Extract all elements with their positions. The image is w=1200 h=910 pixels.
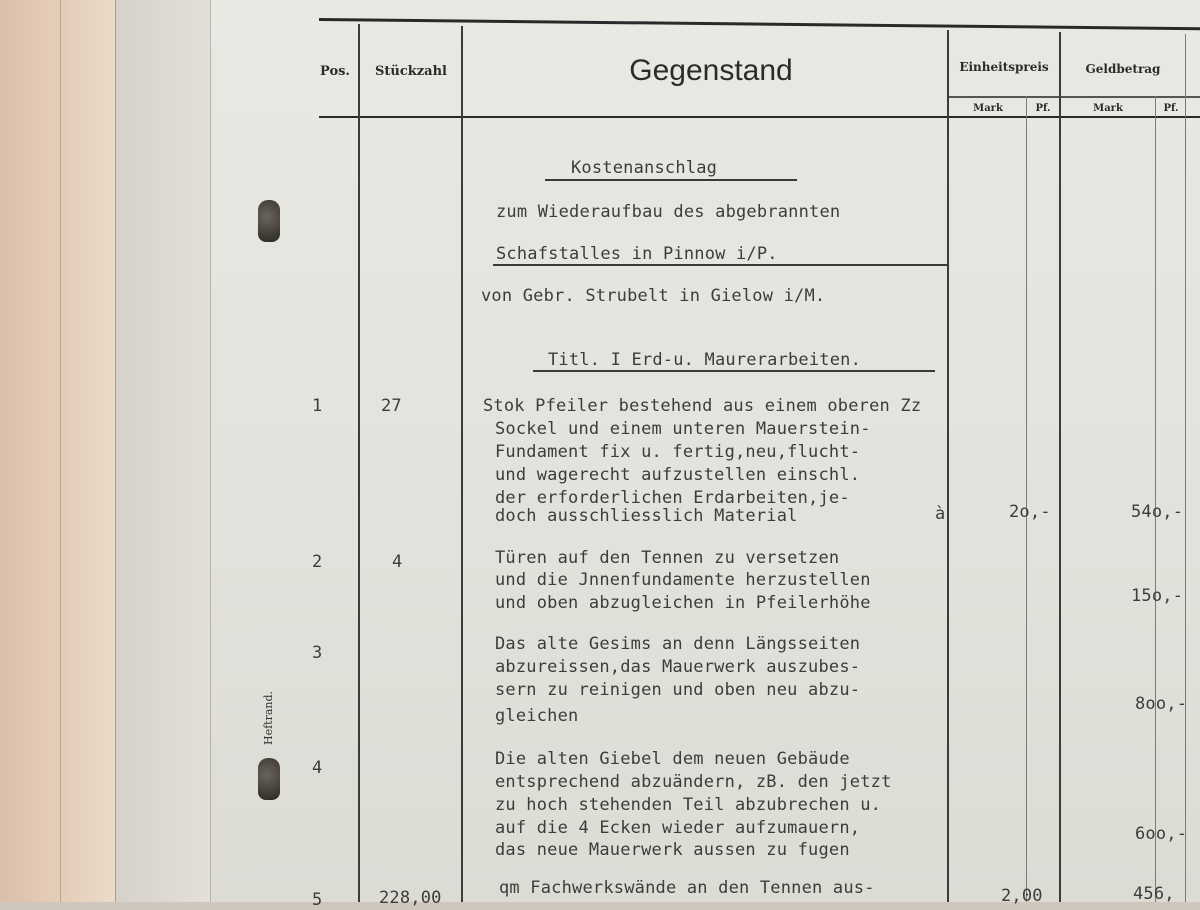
section-title: Titl. I Erd-u. Maurerarbeiten. [548,350,862,370]
header-stueckzahl: Stückzahl [375,64,447,79]
col-line-amount-pf [1155,96,1156,902]
col-line-item [947,30,949,902]
header-gegenstand: Gegenstand [629,54,793,87]
header-top-rule [319,18,1200,30]
row-1-text-6: doch ausschliesslich Material [495,506,798,526]
paper-stack-edge-3 [115,0,211,902]
row-1-text-4: und wagerecht aufzustellen einschl. [495,465,861,485]
row-1-text-2: Sockel und einem unteren Mauerstein- [495,419,871,439]
row-5-qty: 228,00 [379,888,442,908]
row-2-text-2: und die Jnnenfundamente herzustellen [495,570,871,590]
intro-line-2-underline [493,264,947,266]
col-line-qty [461,26,463,902]
intro-line-2: Schafstalles in Pinnow i/P. [496,244,778,264]
col-line-right [1185,34,1186,902]
row-1-text-3: Fundament fix u. fertig,neu,flucht- [495,442,861,462]
paper-stack-edge-2 [60,0,116,902]
row-4-pos: 4 [312,758,323,778]
row-4-text-5: das neue Mauerwerk aussen zu fugen [495,840,850,860]
row-4-text-2: entsprechend abzuändern, zB. den jetzt [495,772,892,792]
row-2-amount: 15o,- [1131,586,1184,606]
row-1-text-1: Stok Pfeiler bestehend aus einem oberen Zz [483,396,922,416]
row-3-text-1: Das alte Gesims an denn Längsseiten [495,634,861,654]
document-page [210,0,1200,910]
document-title: Kostenanschlag [571,158,718,178]
row-2-qty: 4 [392,552,403,572]
binder-pin-top [258,200,280,242]
row-3-text-3: sern zu reinigen und oben neu abzu- [495,680,861,700]
row-2-pos: 2 [312,552,323,572]
row-3-pos: 3 [312,643,323,663]
header-pos: Pos. [320,64,350,79]
row-5-pos: 5 [312,890,323,910]
row-4-text-1: Die alten Giebel dem neuen Gebäude [495,749,850,769]
section-underline [533,370,935,372]
header-mark-unit: Mark [973,103,1003,114]
intro-line-1: zum Wiederaufbau des abgebrannten [496,202,841,222]
row-1-unit-price: 2o,- [1009,502,1051,522]
binder-pin-bottom [258,758,280,800]
row-1-each: à [935,504,946,524]
row-1-text-5: der erforderlichen Erdarbeiten,je- [495,488,850,508]
col-line-pos [358,24,360,902]
row-5-amount: 456, [1133,884,1175,904]
row-5-unit-price: 2,00 [1001,886,1043,906]
row-5-text-1: qm Fachwerkswände an den Tennen aus- [499,878,875,898]
title-underline [545,179,797,181]
header-einheitspreis: Einheitspreis [959,60,1049,74]
header-bottom-rule [319,116,1200,118]
col-line-unit [1059,32,1061,902]
price-subheader-rule [949,96,1200,98]
row-1-amount: 54o,- [1131,502,1184,522]
row-3-text-4: gleichen [495,706,579,726]
header-geldbetrag: Geldbetrag [1085,62,1161,76]
row-4-text-4: auf die 4 Ecken wieder aufzumauern, [495,818,861,838]
row-1-qty: 27 [381,396,402,416]
paper-stack-edge-1 [0,0,60,902]
row-2-text-1: Türen auf den Tennen zu versetzen [495,548,840,568]
row-4-amount: 6oo,- [1135,824,1188,844]
intro-line-3: von Gebr. Strubelt in Gielow i/M. [481,286,826,306]
header-pf-unit: Pf. [1035,103,1051,114]
header-pf-amount: Pf. [1163,103,1179,114]
row-3-amount: 8oo,- [1135,694,1188,714]
row-2-text-3: und oben abzugleichen in Pfeilerhöhe [495,593,871,613]
col-line-unit-pf [1026,96,1027,902]
header-mark-amount: Mark [1093,103,1123,114]
row-1-pos: 1 [312,396,323,416]
row-4-text-3: zu hoch stehenden Teil abzubrechen u. [495,795,882,815]
heftrand-label: Heftrand. [262,690,275,745]
row-3-text-2: abzureissen,das Mauerwerk auszubes- [495,657,861,677]
